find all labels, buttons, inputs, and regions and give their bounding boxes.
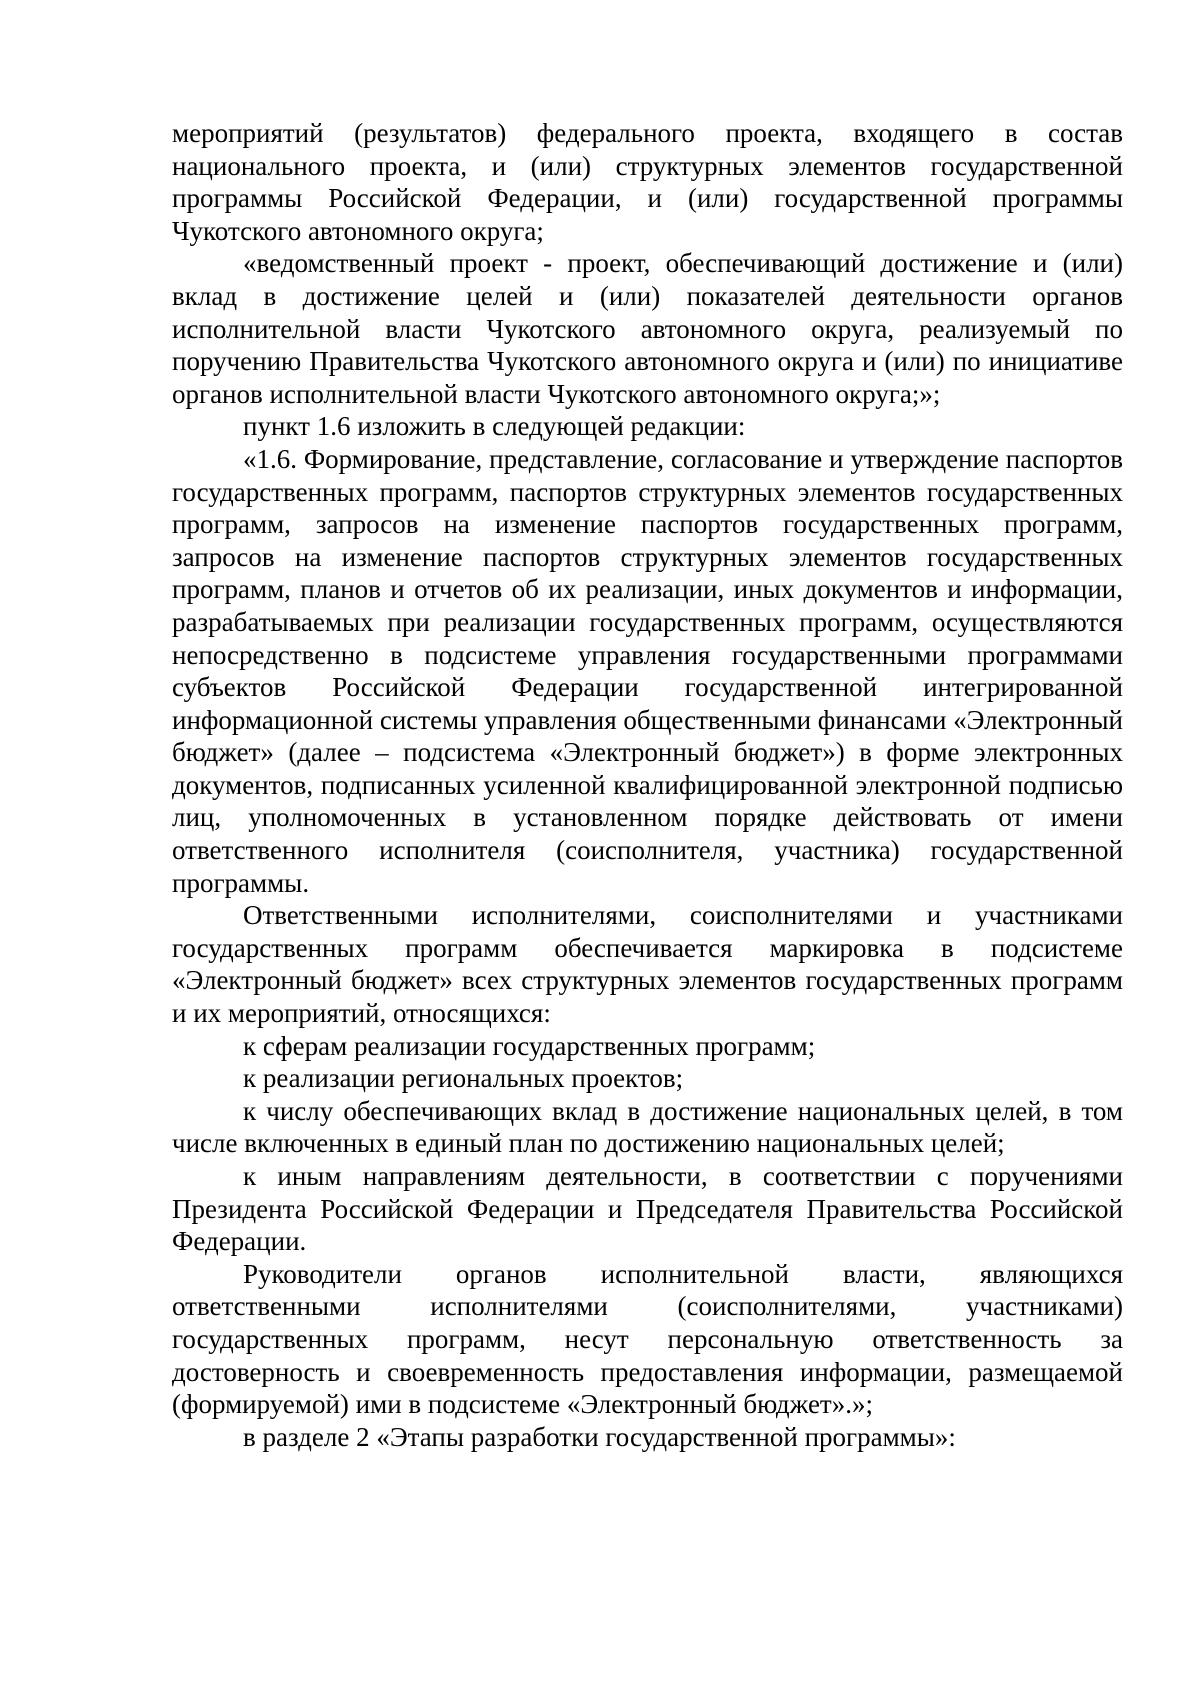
paragraph-7: к реализации региональных проектов;: [243, 1063, 684, 1094]
paragraph-3: пункт 1.6 изложить в следующей редакции:: [243, 411, 746, 442]
document-body: [172, 117, 1123, 1453]
paragraph-9: к иным направлениям деятельности, в соответствии с поручениями Президента Российской Федерации и Председателя Правительства Российской Федерации.: [172, 1161, 1123, 1257]
paragraph-10: Руководители органов исполнительной власти, являющихся ответственными исполнителями (соисполнителями, участниками) государственных программ, несут персональную ответственность за достоверность и своевременность предоставления информации, размещаемой (формируемой) ими в подсистеме «Электронный бюджет».»;: [172, 1258, 1123, 1420]
paragraph-1: мероприятий (результатов) федерального проекта, входящего в состав национального проекта, и (или) структурных элементов государственной программы Российской Федерации, и (или) государственной программы Чукотского автономного округа;: [172, 118, 1123, 246]
paragraph-4: «1.6. Формирование, представление, согласование и утверждение паспортов государственных программ, паспортов структурных элементов государственных программ, запросов на изменение паспортов государственных программ, запросов на изменение паспортов структурных элементов государственных программ, планов и отчетов об их реализации, иных документов и информации, разрабатываемых при реализации государственных программ, осуществляются непосредственно в подсистеме управления государственными программами субъектов Российской Федерации государственной интегрированной информационной системы управления общественными финансами «Электронный бюджет» (далее – подсистема «Электронный бюджет») в форме электронных документов, подписанных усиленной квалифицированной электронной подписью лиц, уполномоченных в установленном порядке действовать от имени ответственного исполнителя (соисполнителя, участника) государственной программы.: [172, 443, 1123, 898]
paragraph-5: Ответственными исполнителями, соисполнителями и участниками государственных программ обеспечивается маркировка в подсистеме «Электронный бюджет» всех структурных элементов государственных программ и их мероприятий, относящихся:: [172, 900, 1123, 1029]
paragraph-6: к сферам реализации государственных программ;: [243, 1030, 816, 1061]
paragraph-8: к числу обеспечивающих вклад в достижение национальных целей, в том числе включенных в единый план по достижению национальных целей;: [172, 1095, 1123, 1159]
paragraph-2: «ведомственный проект - проект, обеспечивающий достижение и (или) вклад в достижение целей и (или) показателей деятельности органов исполнительной власти Чукотского автономного округа, реализуемый по поручению Правительства Чукотского автономного округа и (или) по инициативе органов исполнительной власти Чукотского автономного округа;»;: [172, 248, 1123, 409]
paragraph-11: в разделе 2 «Этапы разработки государственной программы»:: [243, 1421, 956, 1452]
